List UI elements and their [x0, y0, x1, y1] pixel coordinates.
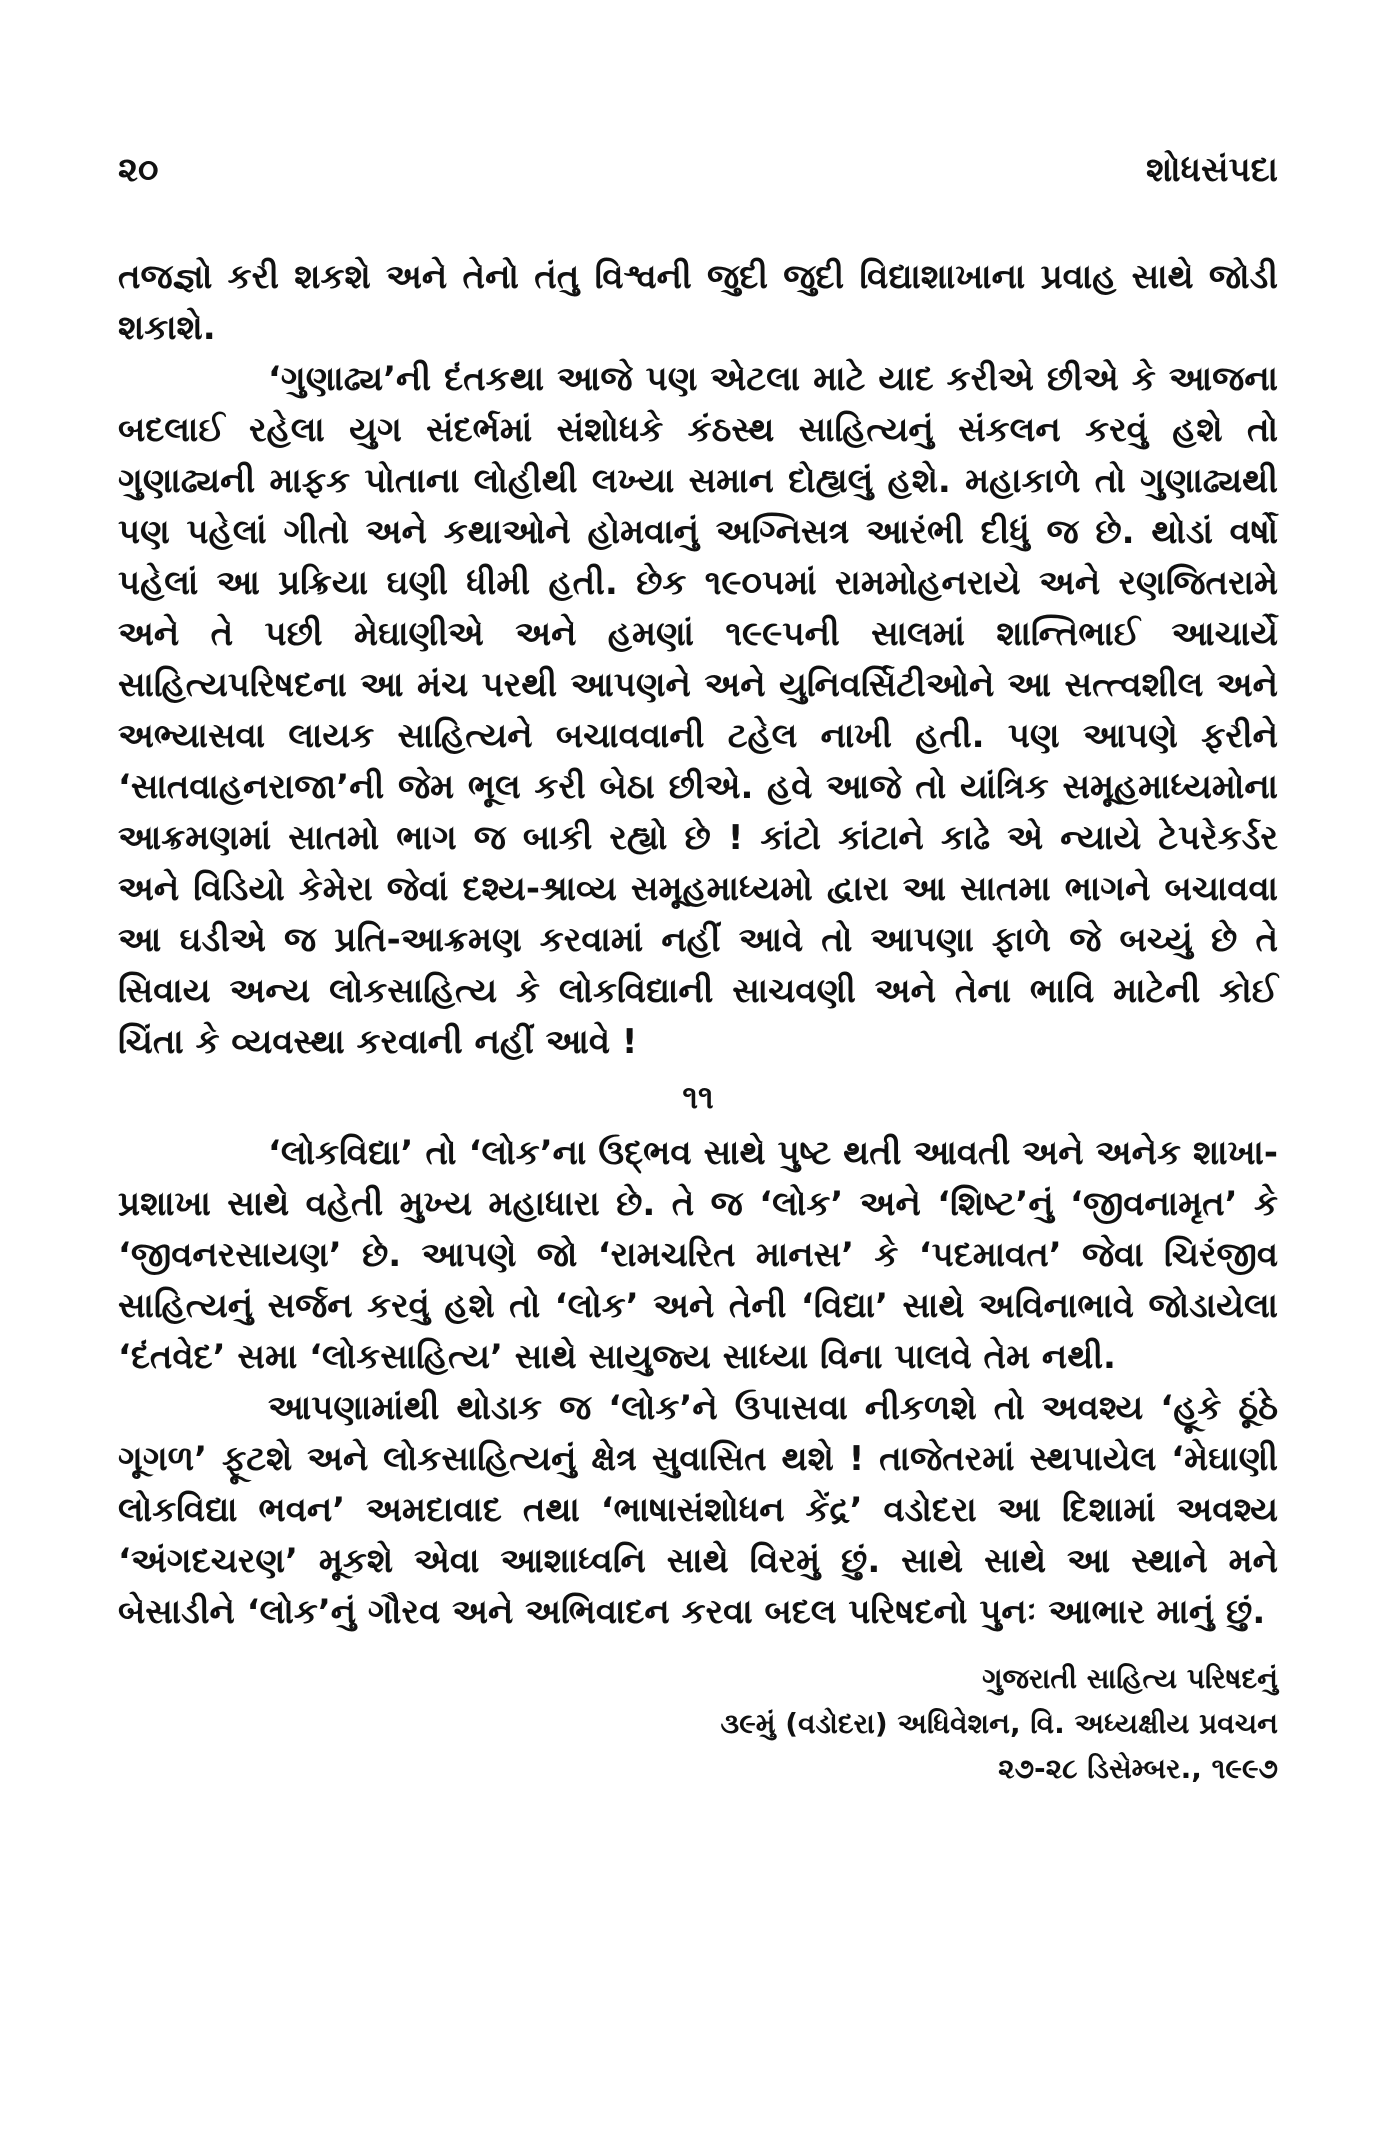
running-title: શોધસંપદા [1145, 150, 1278, 190]
paragraph-lokvidya: ‘લોકવિદ્યા’ તો ‘લોક’ના ઉદ્ભવ સાથે પુષ્ટ થતી આવતી અને અનેક શાખા-પ્રશાખા સાથે વહેતી મુખ્ય મહાધારા છે. તે જ ‘લોક’ અને ‘શિષ્ટ’નું ‘જીવનામૃત’ કે ‘જીવનરસાયણ’ છે. આપણે જો ‘રામચરિત માનસ’ કે ‘પદમાવત’ જેવા ચિરંજીવ સાહિત્યનું સર્જન કરવું હશે તો ‘લોક’ અને તેની ‘વિદ્યા’ સાથે અવિનાભાવે જોડાયેલા ‘દંતવેદ’ સમા ‘લોકસાહિત્ય’ સાથે સાયુજ્ય સાધ્યા વિના પાલવે તેમ નથી. [118, 1133, 1278, 1377]
section-number: ૧૧ [682, 1078, 714, 1116]
signoff-line-3: ૨૭-૨૮ ડિસેમ્બર., ૧૯૯૭ [998, 1752, 1278, 1785]
body-text [118, 252, 1278, 1638]
running-header [118, 150, 1278, 194]
document-page [118, 150, 1278, 1791]
signoff-block [118, 1656, 1278, 1791]
paragraph-closing: આપણામાંથી થોડાક જ ‘લોક’ને ઉપાસવા નીકળશે તો અવશ્ય ‘હૂકે ઠૂંઠે ગૂગળ’ ફૂટશે અને લોકસાહિત્યનું ક્ષેત્ર સુવાસિત થશે ! તાજેતરમાં સ્થપાયેલ ‘મેઘાણી લોકવિદ્યા ભવન’ અમદાવાદ તથા ‘ભાષાસંશોધન કેંદ્ર’ વડોદરા આ દિશામાં અવશ્ય ‘અંગદચરણ’ મૂકશે એવા આશાધ્વનિ સાથે વિરમું છું. સાથે સાથે આ સ્થાને મને બેસાડીને ‘લોક’નું ગૌરવ અને અભિવાદન કરવા બદલ પરિષદનો પુનઃ આભાર માનું છું. [118, 1388, 1278, 1632]
signoff-line-1: ગુજરાતી સાહિત્ય પરિષદનું [982, 1662, 1278, 1695]
paragraph-gunadhya: ‘ગુણાઢ્ય’ની દંતકથા આજે પણ એટલા માટે યાદ કરીએ છીએ કે આજના બદલાઈ રહેલા યુગ સંદર્ભમાં સંશોધકે કંઠસ્થ સાહિત્યનું સંકલન કરવું હશે તો ગુણાઢ્યની માફક પોતાના લોહીથી લખ્યા સમાન દોહ્યલું હશે. મહાકાળે તો ગુણાઢ્યથી પણ પહેલાં ગીતો અને કથાઓને હોમવાનું અગ્નિસત્ર આરંભી દીધું જ છે. થોડાં વર્ષો પહેલાં આ પ્રક્રિયા ઘણી ધીમી હતી. છેક ૧૯૦૫માં રામમોહનરાયે અને રણજિતરામે અને તે પછી મેઘાણીએ અને હમણાં ૧૯૯૫ની સાલમાં શાન્તિભાઈ આચાર્યે સાહિત્યપરિષદના આ મંચ પરથી આપણને અને યુનિવર્સિટીઓને આ સત્ત્વશીલ અને અભ્યાસવા લાયક સાહિત્યને બચાવવાની ટહેલ નાખી હતી. પણ આપણે ફરીને ‘સાતવાહનરાજા’ની જેમ ભૂલ કરી બેઠા છીએ. હવે આજે તો યાંત્રિક સમૂહમાધ્યમોના આક્રમણમાં સાતમો ભાગ જ બાકી રહ્યો છે ! કાંટો કાંટાને કાઢે એ ન્યાયે ટેપરેકર્ડર અને વિડિયો કેમેરા જેવાં દશ્ય-શ્રાવ્ય સમૂહમાધ્યમો દ્વારા આ સાતમા ભાગને બચાવવા આ ઘડીએ જ પ્રતિ-આક્રમણ કરવામાં નહીં આવે તો આપણા ફાળે જે બચ્યું છે તે સિવાય અન્ય લોકસાહિત્ય કે લોકવિદ્યાની સાચવણી અને તેના ભાવિ માટેની કોઈ ચિંતા કે વ્યવસ્થા કરવાની નહીં આવે ! [118, 359, 1278, 1062]
signoff-line-2: ૩૯મું (વડોદરા) અધિવેશન, વિ. અધ્યક્ષીય પ્રવચન [720, 1707, 1278, 1740]
paragraph-continued: તજજ્ઞો કરી શકશે અને તેનો તંતુ વિશ્વની જુદી જુદી વિદ્યાશાખાના પ્રવાહ સાથે જોડી શકાશે. [118, 257, 1278, 348]
page-number: ૨૦ [118, 150, 159, 190]
